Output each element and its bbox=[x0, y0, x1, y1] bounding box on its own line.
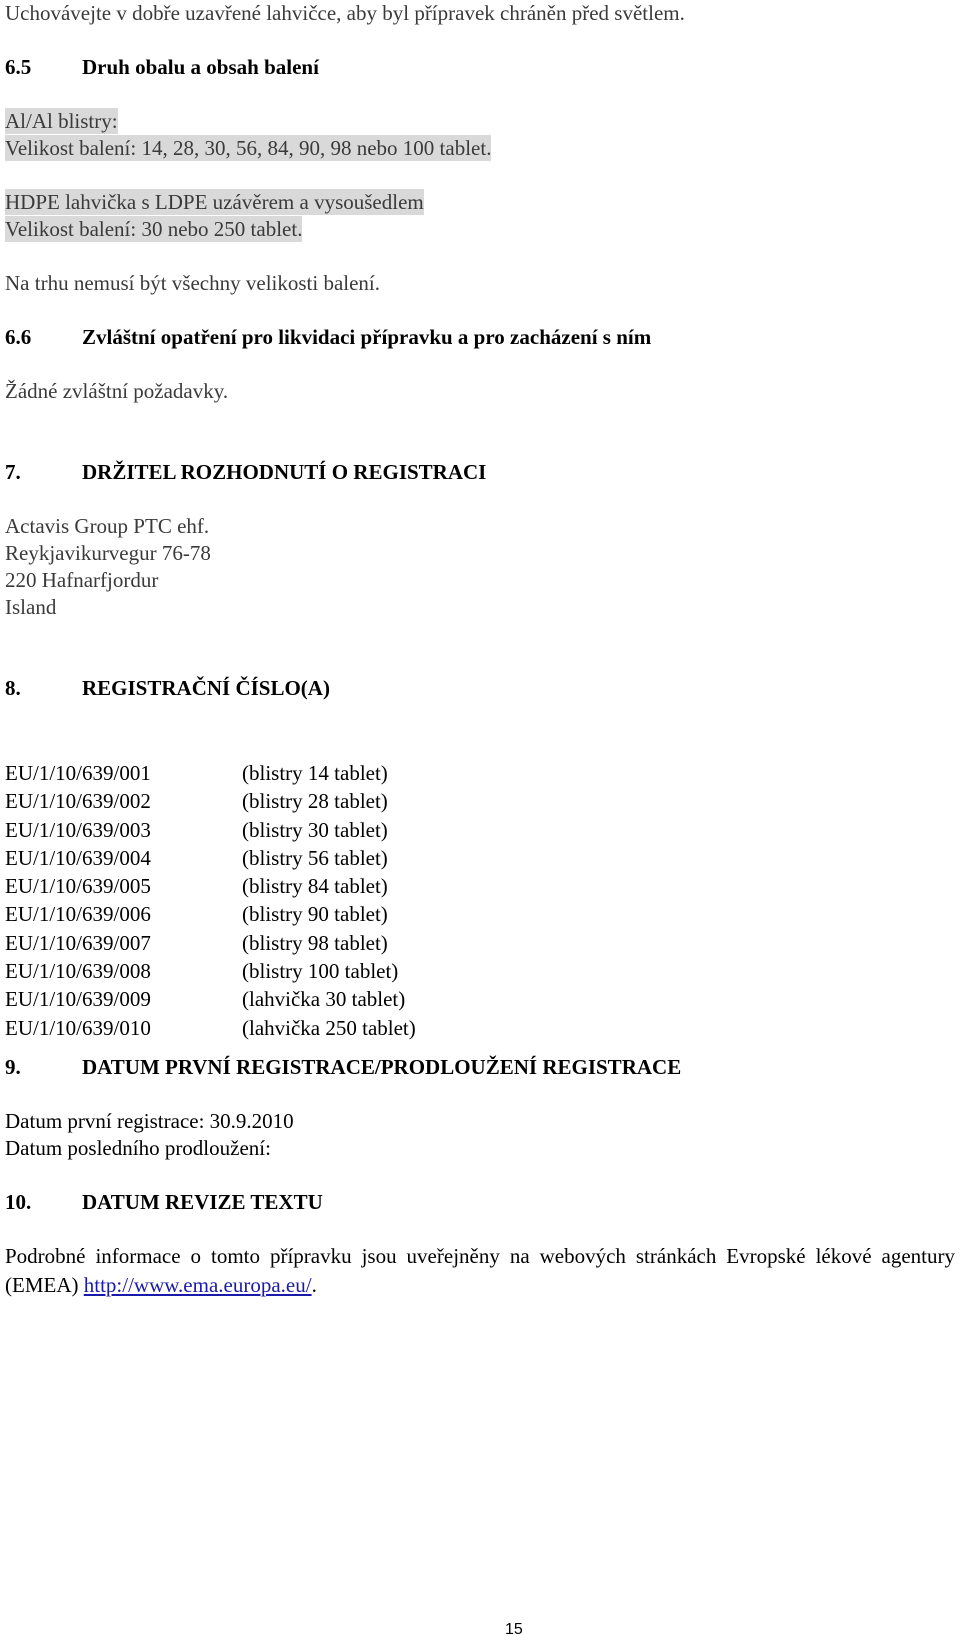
registration-code: EU/1/10/639/003 bbox=[5, 817, 151, 842]
table-row bbox=[5, 759, 416, 787]
section-8-heading bbox=[5, 675, 330, 701]
last-renewal-date: Datum posledního prodloužení: bbox=[5, 1136, 271, 1160]
registration-code: EU/1/10/639/004 bbox=[5, 845, 151, 870]
section-6-6-heading bbox=[5, 324, 651, 350]
registration-desc: (blistry 98 tablet) bbox=[242, 930, 388, 955]
registration-code: EU/1/10/639/010 bbox=[5, 1015, 151, 1040]
registration-desc: (blistry 100 tablet) bbox=[242, 959, 399, 984]
section-6-5-heading bbox=[5, 54, 319, 80]
section-9-heading bbox=[5, 1054, 681, 1080]
section-7-heading bbox=[5, 459, 486, 485]
section-title: Druh obalu a obsah balení bbox=[82, 55, 319, 79]
bottle-sizes: Velikost balení: 30 nebo 250 tablet. bbox=[5, 217, 303, 241]
table-row bbox=[5, 900, 416, 928]
ema-link[interactable]: http://www.ema.europa.eu/ bbox=[83, 1272, 312, 1297]
registration-code: EU/1/10/639/001 bbox=[5, 761, 151, 785]
blister-label: Al/Al blistry: bbox=[5, 109, 118, 133]
table-row bbox=[5, 929, 416, 957]
registration-desc: (blistry 84 tablet) bbox=[242, 874, 388, 899]
disposal-text: Žádné zvláštní požadavky. bbox=[5, 379, 229, 403]
section-number: 9. bbox=[5, 1055, 21, 1079]
section-number: 8. bbox=[5, 676, 21, 700]
registration-code: EU/1/10/639/009 bbox=[5, 987, 151, 1012]
revision-paragraph bbox=[5, 1242, 955, 1299]
section-number: 7. bbox=[5, 460, 21, 484]
section-title: REGISTRAČNÍ ČÍSLO(A) bbox=[82, 676, 330, 700]
registration-code: EU/1/10/639/007 bbox=[5, 930, 151, 955]
bottle-label: HDPE lahvička s LDPE uzávěrem a vysoušedlem bbox=[5, 190, 424, 214]
section-number: 10. bbox=[5, 1190, 32, 1214]
market-note: Na trhu nemusí být všechny velikosti balení. bbox=[5, 271, 381, 295]
registration-desc: (blistry 28 tablet) bbox=[242, 789, 388, 814]
page-number: 15 bbox=[505, 1621, 523, 1638]
registration-desc: (blistry 56 tablet) bbox=[242, 845, 388, 870]
address-line: Island bbox=[5, 595, 57, 619]
registration-desc: (blistry 30 tablet) bbox=[242, 817, 388, 842]
registration-code: EU/1/10/639/008 bbox=[5, 959, 151, 984]
address-line: Actavis Group PTC ehf. bbox=[5, 514, 210, 538]
registration-table bbox=[5, 759, 416, 1042]
blister-sizes: Velikost balení: 14, 28, 30, 56, 84, 90, 98 nebo 100 tablet. bbox=[5, 136, 492, 160]
registration-desc: (blistry 90 tablet) bbox=[242, 902, 388, 927]
section-10-heading bbox=[5, 1189, 323, 1215]
registration-desc: (lahvička 30 tablet) bbox=[242, 987, 406, 1012]
section-number: 6.6 bbox=[5, 325, 32, 349]
table-row bbox=[5, 872, 416, 900]
registration-code: EU/1/10/639/005 bbox=[5, 874, 151, 899]
section-title: Zvláštní opatření pro likvidaci přípravku a pro zacházení s ním bbox=[82, 325, 652, 349]
table-row bbox=[5, 1014, 416, 1042]
section-title: DATUM REVIZE TEXTU bbox=[82, 1190, 323, 1214]
revision-text: Podrobné informace o tomto přípravku jsou uveřejněny na webových stránkách Evropské lékové agentury (EMEA) bbox=[5, 1244, 955, 1297]
table-row bbox=[5, 787, 416, 815]
table-row bbox=[5, 957, 416, 985]
table-row bbox=[5, 816, 416, 844]
table-row bbox=[5, 985, 416, 1013]
section-title: DATUM PRVNÍ REGISTRACE/PRODLOUŽENÍ REGISTRACE bbox=[82, 1055, 682, 1079]
address-line: 220 Hafnarfjordur bbox=[5, 568, 159, 592]
address-line: Reykjavikurvegur 76-78 bbox=[5, 541, 211, 565]
storage-note: Uchovávejte v dobře uzavřené lahvičce, aby byl přípravek chráněn před světlem. bbox=[5, 1, 685, 25]
revision-text-end: . bbox=[311, 1272, 317, 1297]
registration-code: EU/1/10/639/002 bbox=[5, 789, 151, 814]
table-row bbox=[5, 844, 416, 872]
section-number: 6.5 bbox=[5, 55, 32, 79]
registration-code: EU/1/10/639/006 bbox=[5, 902, 151, 927]
section-title: DRŽITEL ROZHODNUTÍ O REGISTRACI bbox=[82, 460, 487, 484]
registration-desc: (lahvička 250 tablet) bbox=[242, 1015, 416, 1040]
first-registration-date: Datum první registrace: 30.9.2010 bbox=[5, 1109, 294, 1133]
registration-desc: (blistry 14 tablet) bbox=[242, 761, 388, 785]
